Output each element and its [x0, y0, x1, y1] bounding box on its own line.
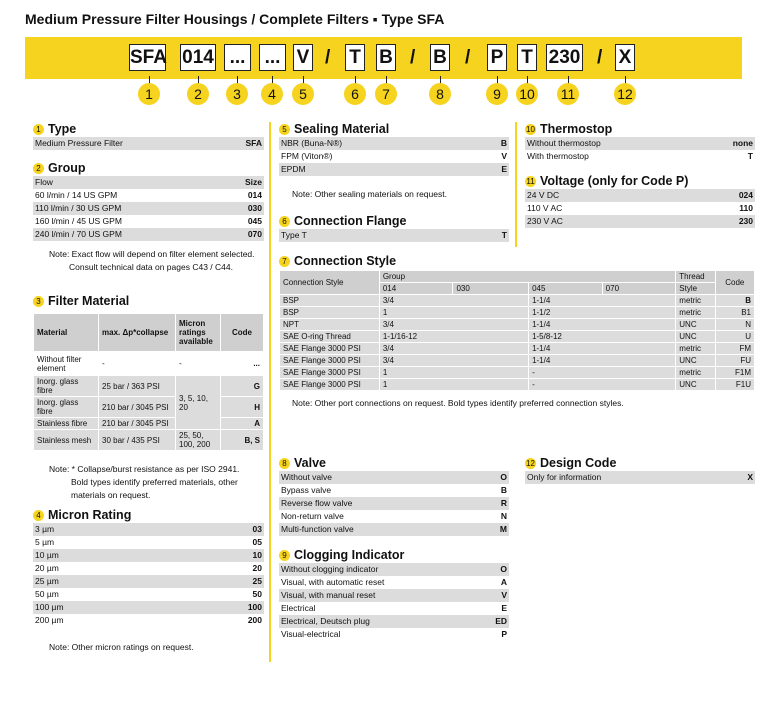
code-segment-thermostop: T [517, 44, 537, 71]
code-segment-voltage: 230 [546, 44, 583, 71]
position-number: 2 [187, 83, 209, 105]
section-design-code: 12 Design Code Only for information X [526, 456, 753, 482]
code-segment-valve: B [430, 44, 450, 71]
section-filter-material: 3 Filter Material Material max. Δp*collapse Micron ratings available Code Without filter element - - ... Inorg. glass fibre 25 bar / 363 PSI 3, 5, 10, 20 G Inorg. glass fibre 210 bar / 3045 PSI H Stainless fibre 210 bar / 3045 PSI A Stainless mesh 30 bar / 435 PSI 25, 50, 100, 200 B, S Note: * Collapse/burst resistance as per ISO 2941. Bold types identify preferred materials, other materials on request. [33, 293, 264, 502]
section-micron-rating: 4 Micron Rating 3 µm 03 5 µm 05 10 µm 10 20 µm 20 25 µm 25 50 µm 50 100 µm 100 200 µm 200 Note: Other micron ratings on request. [35, 508, 262, 652]
position-number: 7 [375, 83, 397, 105]
code-segment-type: SFA [129, 44, 166, 71]
code-segment-connection: B [376, 44, 396, 71]
section-connection-flange: 6 Connection Flange Type T T [281, 214, 507, 240]
code-segment-clogging: P [487, 44, 507, 71]
position-number: 11 [557, 83, 579, 105]
position-number: 4 [261, 83, 283, 105]
position-number: 9 [486, 83, 508, 105]
position-number: 5 [292, 83, 314, 105]
code-segment-sealing: V [293, 44, 313, 71]
code-segment-group: 014 [180, 44, 216, 71]
section-sealing-material: 5 Sealing Material NBR (Buna-N®) B FPM (Viton®) V EPDM E Note: Other sealing materials on request. [281, 122, 507, 199]
page-title: Medium Pressure Filter Housings / Complete Filters ▪ Type SFA [25, 11, 445, 27]
section-group: 2 Group Flow Size 60 l/min / 14 US GPM 014 110 l/min / 30 US GPM 030 160 l/min / 45 US GPM 045 240 l/min / 70 US GPM 070 Note: Exact flow will depend on filter element selected. Consult technical data on pages C43 / C44. [35, 161, 262, 272]
section-valve: 8 Valve Without valve O Bypass valve B Reverse flow valve R Non-return valve N Multi-function valve M [281, 456, 507, 534]
position-number: 10 [516, 83, 538, 105]
position-number: 1 [138, 83, 160, 105]
section-connection-style: 7 Connection Style Connection Style Group Thread Code 014 030 045 070 Style BSP 3/4 1-1/4 metric B BSP 1 1-1/2 metric B1 NPT 3/4 1-1/4 UNC N SAE O-ring Thread 1-1/16-12 1-5/8-12 UNC U SAE Flange 3000 PSI 3/4 1-1/4 metric FM SAE Flange 3000 PSI 3/4 1-1/4 UNC FU SAE Flange 3000 PSI 1 - metric F1M SAE Flange 3000 PSI 1 - UNC F1U Note: Other port connections on request. Bold types identify preferred connection styles. [279, 253, 755, 410]
code-slash: / [410, 47, 416, 68]
section-thermostop: 10 Thermostop Without thermostop none With thermostop T [526, 122, 753, 161]
position-number: 8 [429, 83, 451, 105]
code-slash: / [325, 47, 331, 68]
code-segment-micron: ... [259, 44, 286, 71]
code-segment-filter-material: ... [224, 44, 251, 71]
code-segment-design: X [615, 44, 635, 71]
section-clogging-indicator: 9 Clogging Indicator Without clogging indicator O Visual, with automatic reset A Visual, with manual reset V Electrical E Electrical, Deutsch plug ED Visual-electrical P [281, 548, 507, 639]
code-segment-flange: T [345, 44, 365, 71]
code-slash: / [465, 47, 471, 68]
section-type: 1 Type Medium Pressure Filter SFA [35, 122, 262, 148]
position-number: 6 [344, 83, 366, 105]
position-number: 3 [226, 83, 248, 105]
section-voltage: 11 Voltage (only for Code P) 24 V DC 024 110 V AC 110 230 V AC 230 [526, 174, 753, 226]
position-number: 12 [614, 83, 636, 105]
code-slash: / [597, 47, 603, 68]
type-code-bar [25, 37, 742, 79]
